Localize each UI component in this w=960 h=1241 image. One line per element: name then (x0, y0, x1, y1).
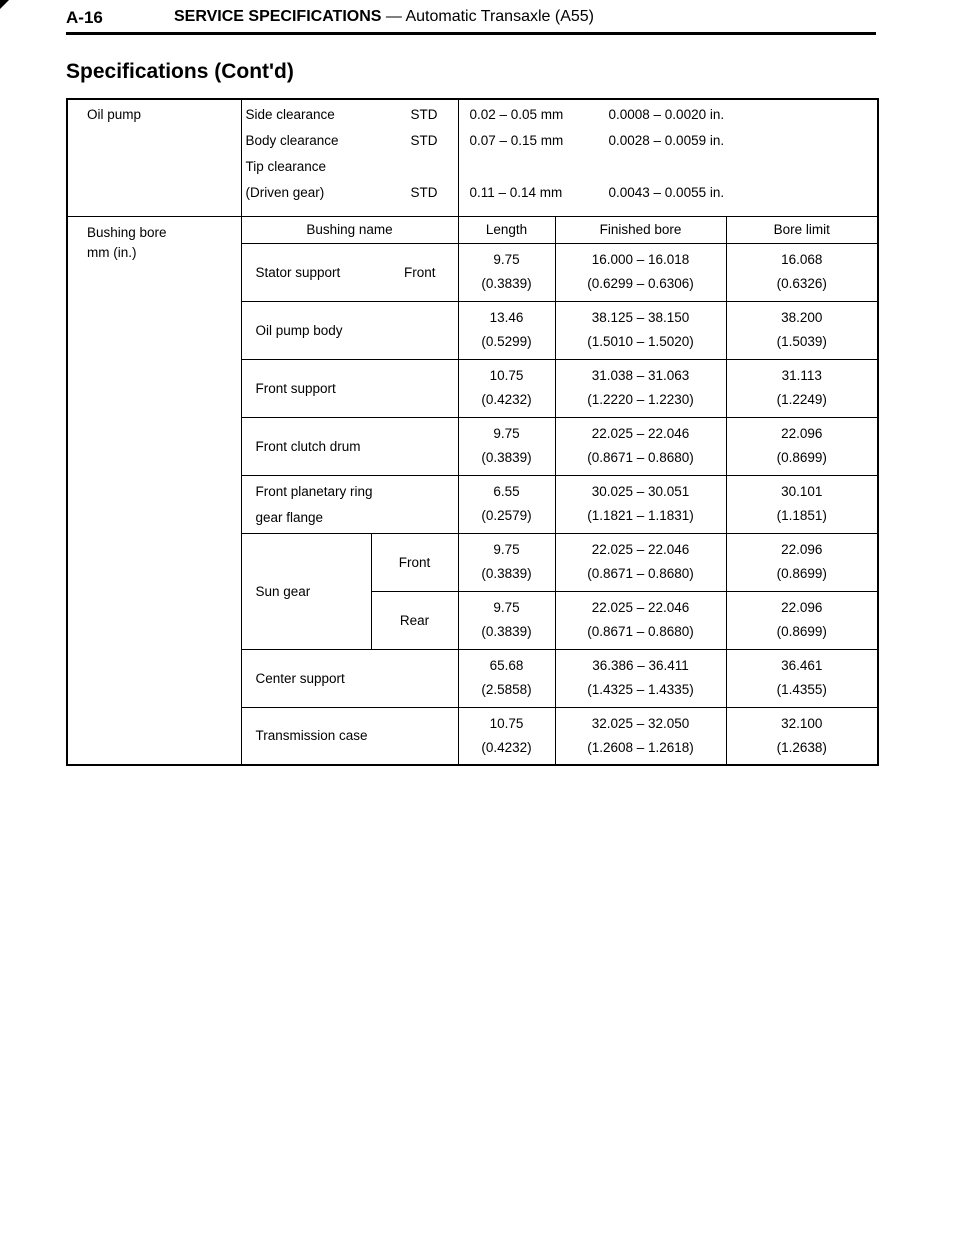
sun-rear-limit-in: (0.8699) (776, 624, 827, 639)
oil-vals-driven (459, 185, 878, 211)
stator-limit-in: (0.6326) (776, 276, 827, 291)
stator-length-in: (0.3839) (481, 276, 532, 291)
header-length: Length (458, 216, 555, 243)
front-support-length (458, 359, 555, 417)
transmission-case-limit-mm: 32.100 (781, 715, 823, 731)
sun-front-finished-in: (0.8671 – 0.8680) (587, 566, 694, 581)
clutch-drum-name: Front clutch drum (241, 417, 458, 475)
driven-gear-label: (Driven gear) (245, 185, 325, 200)
center-support-limit-mm: 36.461 (781, 658, 823, 673)
sun-front-limit (726, 533, 878, 591)
sun-rear-length (458, 591, 555, 649)
transmission-case-limit-in: (1.2638) (776, 739, 827, 755)
planetary-finished-in: (1.1821 – 1.1831) (587, 508, 694, 523)
clutch-drum-length-mm: 9.75 (493, 426, 520, 441)
center-support-length (458, 649, 555, 707)
center-support-finished (555, 649, 726, 707)
side-clearance-label: Side clearance (245, 107, 335, 122)
front-support-name: Front support (241, 359, 458, 417)
oil-row-tip (242, 159, 458, 185)
center-support-limit (726, 649, 878, 707)
front-support-length-in: (0.4232) (481, 392, 532, 407)
sun-front-length (458, 533, 555, 591)
stator-finished (555, 243, 726, 301)
center-support-length-in: (2.5858) (481, 682, 532, 697)
stator-name-cell (241, 243, 458, 301)
header-bushing-name: Bushing name (241, 216, 458, 243)
planetary-finished-mm: 30.025 – 30.051 (591, 484, 690, 499)
front-support-finished-mm: 31.038 – 31.063 (591, 368, 690, 383)
front-support-limit (726, 359, 878, 417)
bushing-label-cell (67, 216, 241, 765)
front-support-limit-mm: 31.113 (781, 368, 822, 383)
stator-limit-mm: 16.068 (781, 252, 823, 267)
oil-vals-side (459, 107, 878, 133)
sun-front-length-in: (0.3839) (481, 566, 532, 581)
oil-pump-row (67, 99, 878, 216)
pump-body-limit (726, 301, 878, 359)
transmission-case-length-in: (0.4232) (481, 739, 532, 755)
bushing-label-line2: mm (in.) (87, 244, 137, 260)
page-corner-mark (0, 0, 9, 9)
stator-position: Front (403, 264, 436, 280)
sun-front-limit-mm: 22.096 (781, 542, 823, 557)
planetary-length-in: (0.2579) (481, 508, 532, 523)
pump-body-length (458, 301, 555, 359)
planetary-limit-in: (1.1851) (776, 508, 827, 523)
side-clearance-mm: 0.02 – 0.05 mm (469, 107, 564, 122)
page-header (66, 6, 876, 34)
stator-finished-mm: 16.000 – 16.018 (591, 252, 690, 267)
clutch-drum-finished-mm: 22.025 – 22.046 (591, 426, 690, 441)
sun-rear-finished-mm: 22.025 – 22.046 (591, 600, 690, 615)
front-support-finished-in: (1.2220 – 1.2230) (587, 392, 694, 407)
driven-gear-in: 0.0043 – 0.0055 in. (608, 185, 725, 200)
transmission-case-finished-in: (1.2608 – 1.2618) (587, 739, 694, 755)
center-support-finished-mm: 36.386 – 36.411 (592, 658, 689, 673)
header-title-bold: SERVICE SPECIFICATIONS (174, 8, 382, 25)
oil-row-body (242, 133, 458, 159)
sun-front-finished-mm: 22.025 – 22.046 (591, 542, 690, 557)
sun-gear-front-position: Front (371, 533, 458, 591)
pump-body-finished-mm: 38.125 – 38.150 (591, 310, 690, 325)
body-clearance-std: STD (410, 133, 438, 148)
sun-front-limit-in: (0.8699) (776, 566, 827, 581)
header-finished-bore: Finished bore (555, 216, 726, 243)
front-support-finished (555, 359, 726, 417)
transmission-case-finished-mm: 32.025 – 32.050 (591, 715, 690, 731)
planetary-finished (555, 475, 726, 533)
spec-table (66, 98, 879, 766)
planetary-limit (726, 475, 878, 533)
oil-pump-names-cell (241, 99, 458, 216)
transmission-case-name: Transmission case (241, 707, 458, 765)
stator-name: Stator support (255, 264, 341, 280)
sun-gear-name: Sun gear (241, 533, 371, 649)
center-support-finished-in: (1.4325 – 1.4335) (587, 682, 694, 697)
sun-gear-rear-position: Rear (371, 591, 458, 649)
section-title: Specifications (Cont'd) (66, 60, 294, 83)
center-support-name: Center support (241, 649, 458, 707)
header-title-rest: — Automatic Transaxle (A55) (381, 8, 594, 25)
clutch-drum-limit-in: (0.8699) (776, 450, 827, 465)
sun-rear-length-in: (0.3839) (481, 624, 532, 639)
page-number: A-16 (66, 8, 103, 27)
pump-body-limit-in: (1.5039) (776, 334, 827, 349)
tip-clearance-label: Tip clearance (245, 159, 327, 174)
front-support-limit-in: (1.2249) (776, 392, 827, 407)
header-bore-limit: Bore limit (726, 216, 878, 243)
stator-length (458, 243, 555, 301)
sun-rear-limit-mm: 22.096 (781, 600, 823, 615)
sun-front-finished (555, 533, 726, 591)
oil-vals-body (459, 133, 878, 159)
pump-body-length-mm: 13.46 (489, 310, 524, 325)
clutch-drum-finished (555, 417, 726, 475)
body-clearance-in: 0.0028 – 0.0059 in. (608, 133, 725, 148)
oil-pump-label: Oil pump (87, 107, 142, 122)
planetary-length (458, 475, 555, 533)
planetary-name-line2: gear flange (255, 510, 324, 525)
bushing-header-row (67, 216, 878, 243)
oil-pump-label-cell (67, 99, 241, 216)
pump-body-finished (555, 301, 726, 359)
transmission-case-limit (726, 707, 878, 765)
pump-body-name: Oil pump body (241, 301, 458, 359)
header-title (174, 8, 594, 26)
stator-finished-in: (0.6299 – 0.6306) (587, 276, 694, 291)
stator-limit (726, 243, 878, 301)
clutch-drum-length (458, 417, 555, 475)
sun-rear-limit (726, 591, 878, 649)
sun-front-length-mm: 9.75 (493, 542, 520, 557)
pump-body-finished-in: (1.5010 – 1.5020) (587, 334, 694, 349)
side-clearance-std: STD (410, 107, 438, 122)
transmission-case-length (458, 707, 555, 765)
planetary-name-line1: Front planetary ring (255, 484, 373, 499)
center-support-limit-in: (1.4355) (776, 682, 827, 697)
driven-gear-std: STD (410, 185, 438, 200)
planetary-limit-mm: 30.101 (781, 484, 823, 499)
oil-row-driven (242, 185, 458, 211)
stator-length-mm: 9.75 (493, 252, 520, 267)
pump-body-limit-mm: 38.200 (781, 310, 823, 325)
transmission-case-length-mm: 10.75 (489, 715, 524, 731)
sun-rear-length-mm: 9.75 (493, 600, 520, 615)
body-clearance-label: Body clearance (245, 133, 339, 148)
front-support-length-mm: 10.75 (489, 368, 524, 383)
oil-pump-values-cell (458, 99, 878, 216)
clutch-drum-limit-mm: 22.096 (781, 426, 823, 441)
clutch-drum-length-in: (0.3839) (481, 450, 532, 465)
center-support-length-mm: 65.68 (489, 658, 524, 673)
sun-rear-finished-in: (0.8671 – 0.8680) (587, 624, 694, 639)
bushing-label-line1: Bushing bore (87, 224, 167, 240)
oil-vals-tip (459, 159, 878, 185)
pump-body-length-in: (0.5299) (481, 334, 532, 349)
planetary-name-cell (241, 475, 458, 533)
sun-rear-finished (555, 591, 726, 649)
transmission-case-finished (555, 707, 726, 765)
oil-row-side (242, 107, 458, 133)
side-clearance-in: 0.0008 – 0.0020 in. (608, 107, 725, 122)
driven-gear-mm: 0.11 – 0.14 mm (469, 185, 563, 200)
header-rule (66, 32, 876, 35)
clutch-drum-limit (726, 417, 878, 475)
body-clearance-mm: 0.07 – 0.15 mm (469, 133, 564, 148)
clutch-drum-finished-in: (0.8671 – 0.8680) (587, 450, 694, 465)
planetary-length-mm: 6.55 (493, 484, 520, 499)
